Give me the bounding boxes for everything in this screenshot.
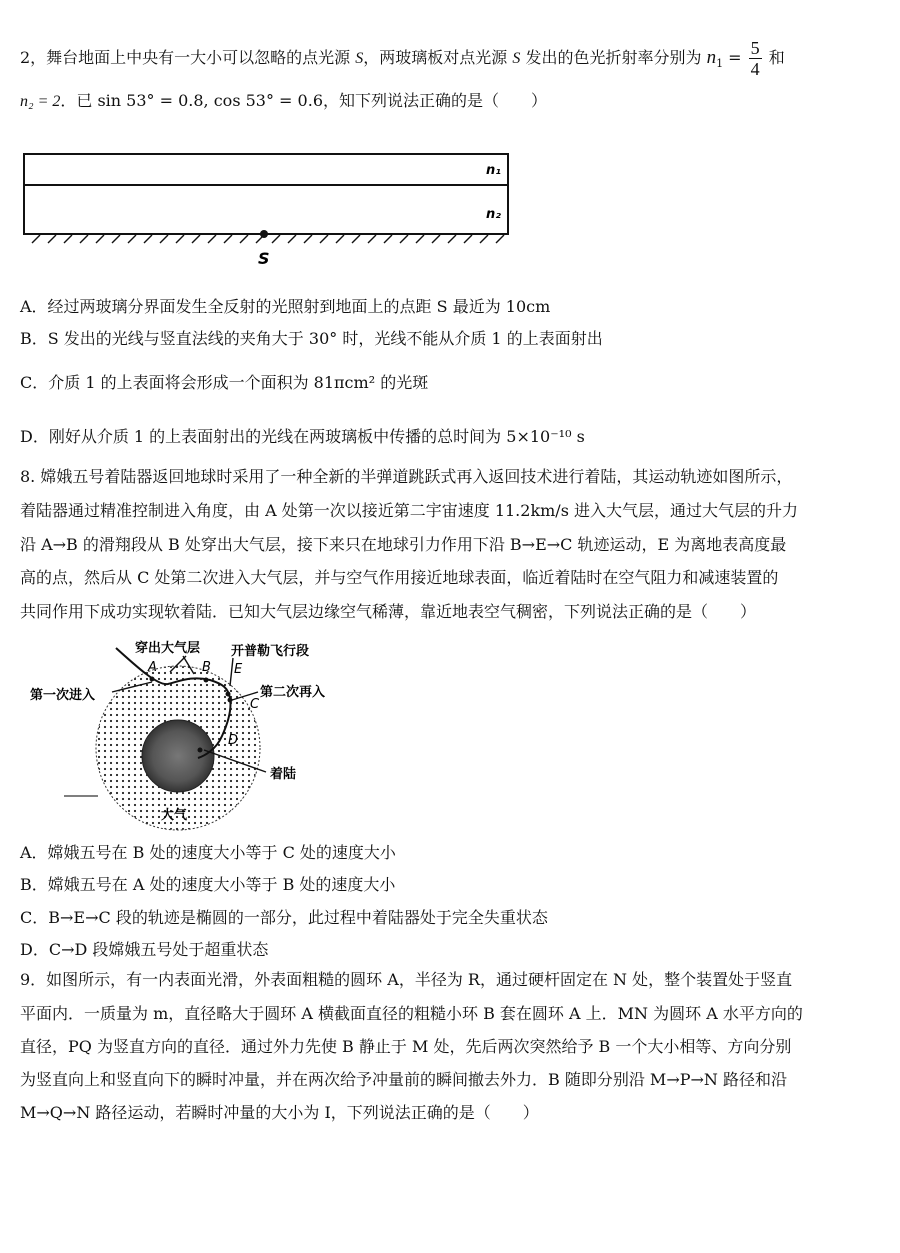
q9-line-1: 9．如图所示，有一内表面光滑，外表面粗糙的圆环 A，半径为 R，通过硬杆固定在 N 处，整个装置处于竖直 [20,970,793,989]
glass-plates-figure [18,148,518,272]
q2-text: 发出的色光折射率分别为 [520,48,707,67]
label-air: 大气 [161,808,188,823]
label-landing: 着陆 [270,767,297,782]
point-d [198,748,203,753]
q8-line-3: 沿 A→B 的滑翔段从 B 处穿出大气层，接下来只在地球引力作用下沿 B→E→C 轨迹运动，E 为离地表高度最 [20,535,787,554]
fraction-denominator: 4 [750,59,760,79]
point-e [226,692,231,697]
label-e: E [234,662,243,677]
q2-option-b: B．S 发出的光线与竖直法线的夹角大于 30° 时，光线不能从介质 1 的上表面射出 [20,329,603,348]
q2-text: 2，舞台地面上中央有一大小可以忽略的点光源 [20,48,356,67]
label-b: B [202,660,211,675]
label-a: A [148,660,157,675]
point-b [204,678,209,683]
label-s: S [258,249,270,268]
q8-line-1: 8. 嫦娥五号着陆器返回地球时采用了一种全新的半弹道跳跃式再入返回技术进行着陆，其运动轨迹如图所示， [20,467,793,486]
label-c: C [250,697,260,712]
label-exit-atmosphere: 穿出大气层 [135,641,201,656]
label-kepler-segment: 开普勒飞行段 [231,644,310,659]
point-a [150,677,155,682]
q8-line-4: 高的点，然后从 C 处第二次进入大气层，并与空气作用接近地球表面，临近着陆时在空气阻力和减速装置的 [20,568,779,587]
q2-symbol: S [512,50,521,67]
label-n2: n₂ [486,207,501,222]
light-source-point [260,230,268,238]
q8-option-d: D．C→D 段嫦娥五号处于超重状态 [20,940,269,959]
q2-text: ．已 sin 53° = 0.8, cos 53° = 0.6，知下列说法正确的是（ ） [60,91,547,110]
q9-line-5: M→Q→N 路径运动，若瞬时冲量的大小为 I，下列说法正确的是（ ） [20,1103,539,1122]
q2-option-a: A．经过两玻璃分界面发生全反射的光照射到地面上的点距 S 最近为 10cm [20,297,551,316]
q9-line-4: 为竖直向上和竖直向下的瞬时冲量，并在两次给予冲量前的瞬间撤去外力．B 随即分别沿 M→P→N 路径和沿 [20,1070,787,1089]
q2-symbol: S [355,50,364,67]
q9-line-3: 直径，PQ 为竖直方向的直径．通过外力先使 B 静止于 M 处，先后两次突然给予 B 一个大小相等、方向分别 [20,1037,792,1056]
q8-option-c: C．B→E→C 段的轨迹是椭圆的一部分，此过程中着陆器处于完全失重状态 [20,908,548,927]
q8-line-5: 共同作用下成功实现软着陆．已知大气层边缘空气稀薄，靠近地表空气稠密，下列说法正确的是（ ） [20,602,757,621]
label-first-entry: 第一次进入 [30,688,96,703]
q2-option-c: C．介质 1 的上表面将会形成一个面积为 81πcm² 的光斑 [20,373,429,392]
fraction-5-4 [749,38,762,79]
q8-option-b: B．嫦娥五号在 A 处的速度大小等于 B 处的速度大小 [20,875,396,894]
n2-equation: n₂ = 2 [20,93,61,110]
label-second-entry: 第二次再入 [260,685,326,700]
n1-subscript: 1 [716,57,724,71]
reentry-trajectory-figure [18,628,378,838]
fraction-numerator: 5 [750,38,760,58]
q2-line-1 [20,38,785,79]
q8-option-a: A．嫦娥五号在 B 处的速度大小等于 C 处的速度大小 [20,843,396,862]
q9-line-2: 平面内．一质量为 m，直径略大于圆环 A 横截面直径的粗糙小环 B 套在圆环 A 上．MN 为圆环 A 水平方向的 [20,1004,803,1023]
q2-text: 和 [763,48,785,67]
n1-symbol: n [706,47,717,68]
q2-option-d: D．刚好从介质 1 的上表面射出的光线在两玻璃板中传播的总时间为 5×10⁻¹⁰ s [20,427,585,446]
q8-line-2: 着陆器通过精准控制进入角度，由 A 处第一次以接近第二宇宙速度 11.2km/s 进入大气层，通过大气层的升力 [20,501,798,520]
label-n1: n₁ [486,163,501,178]
q2-text: ，两玻璃板对点光源 [363,48,513,67]
point-c [228,698,233,703]
label-d: D [228,733,239,748]
equals-sign: = [723,48,747,67]
q2-line-2 [20,90,547,113]
